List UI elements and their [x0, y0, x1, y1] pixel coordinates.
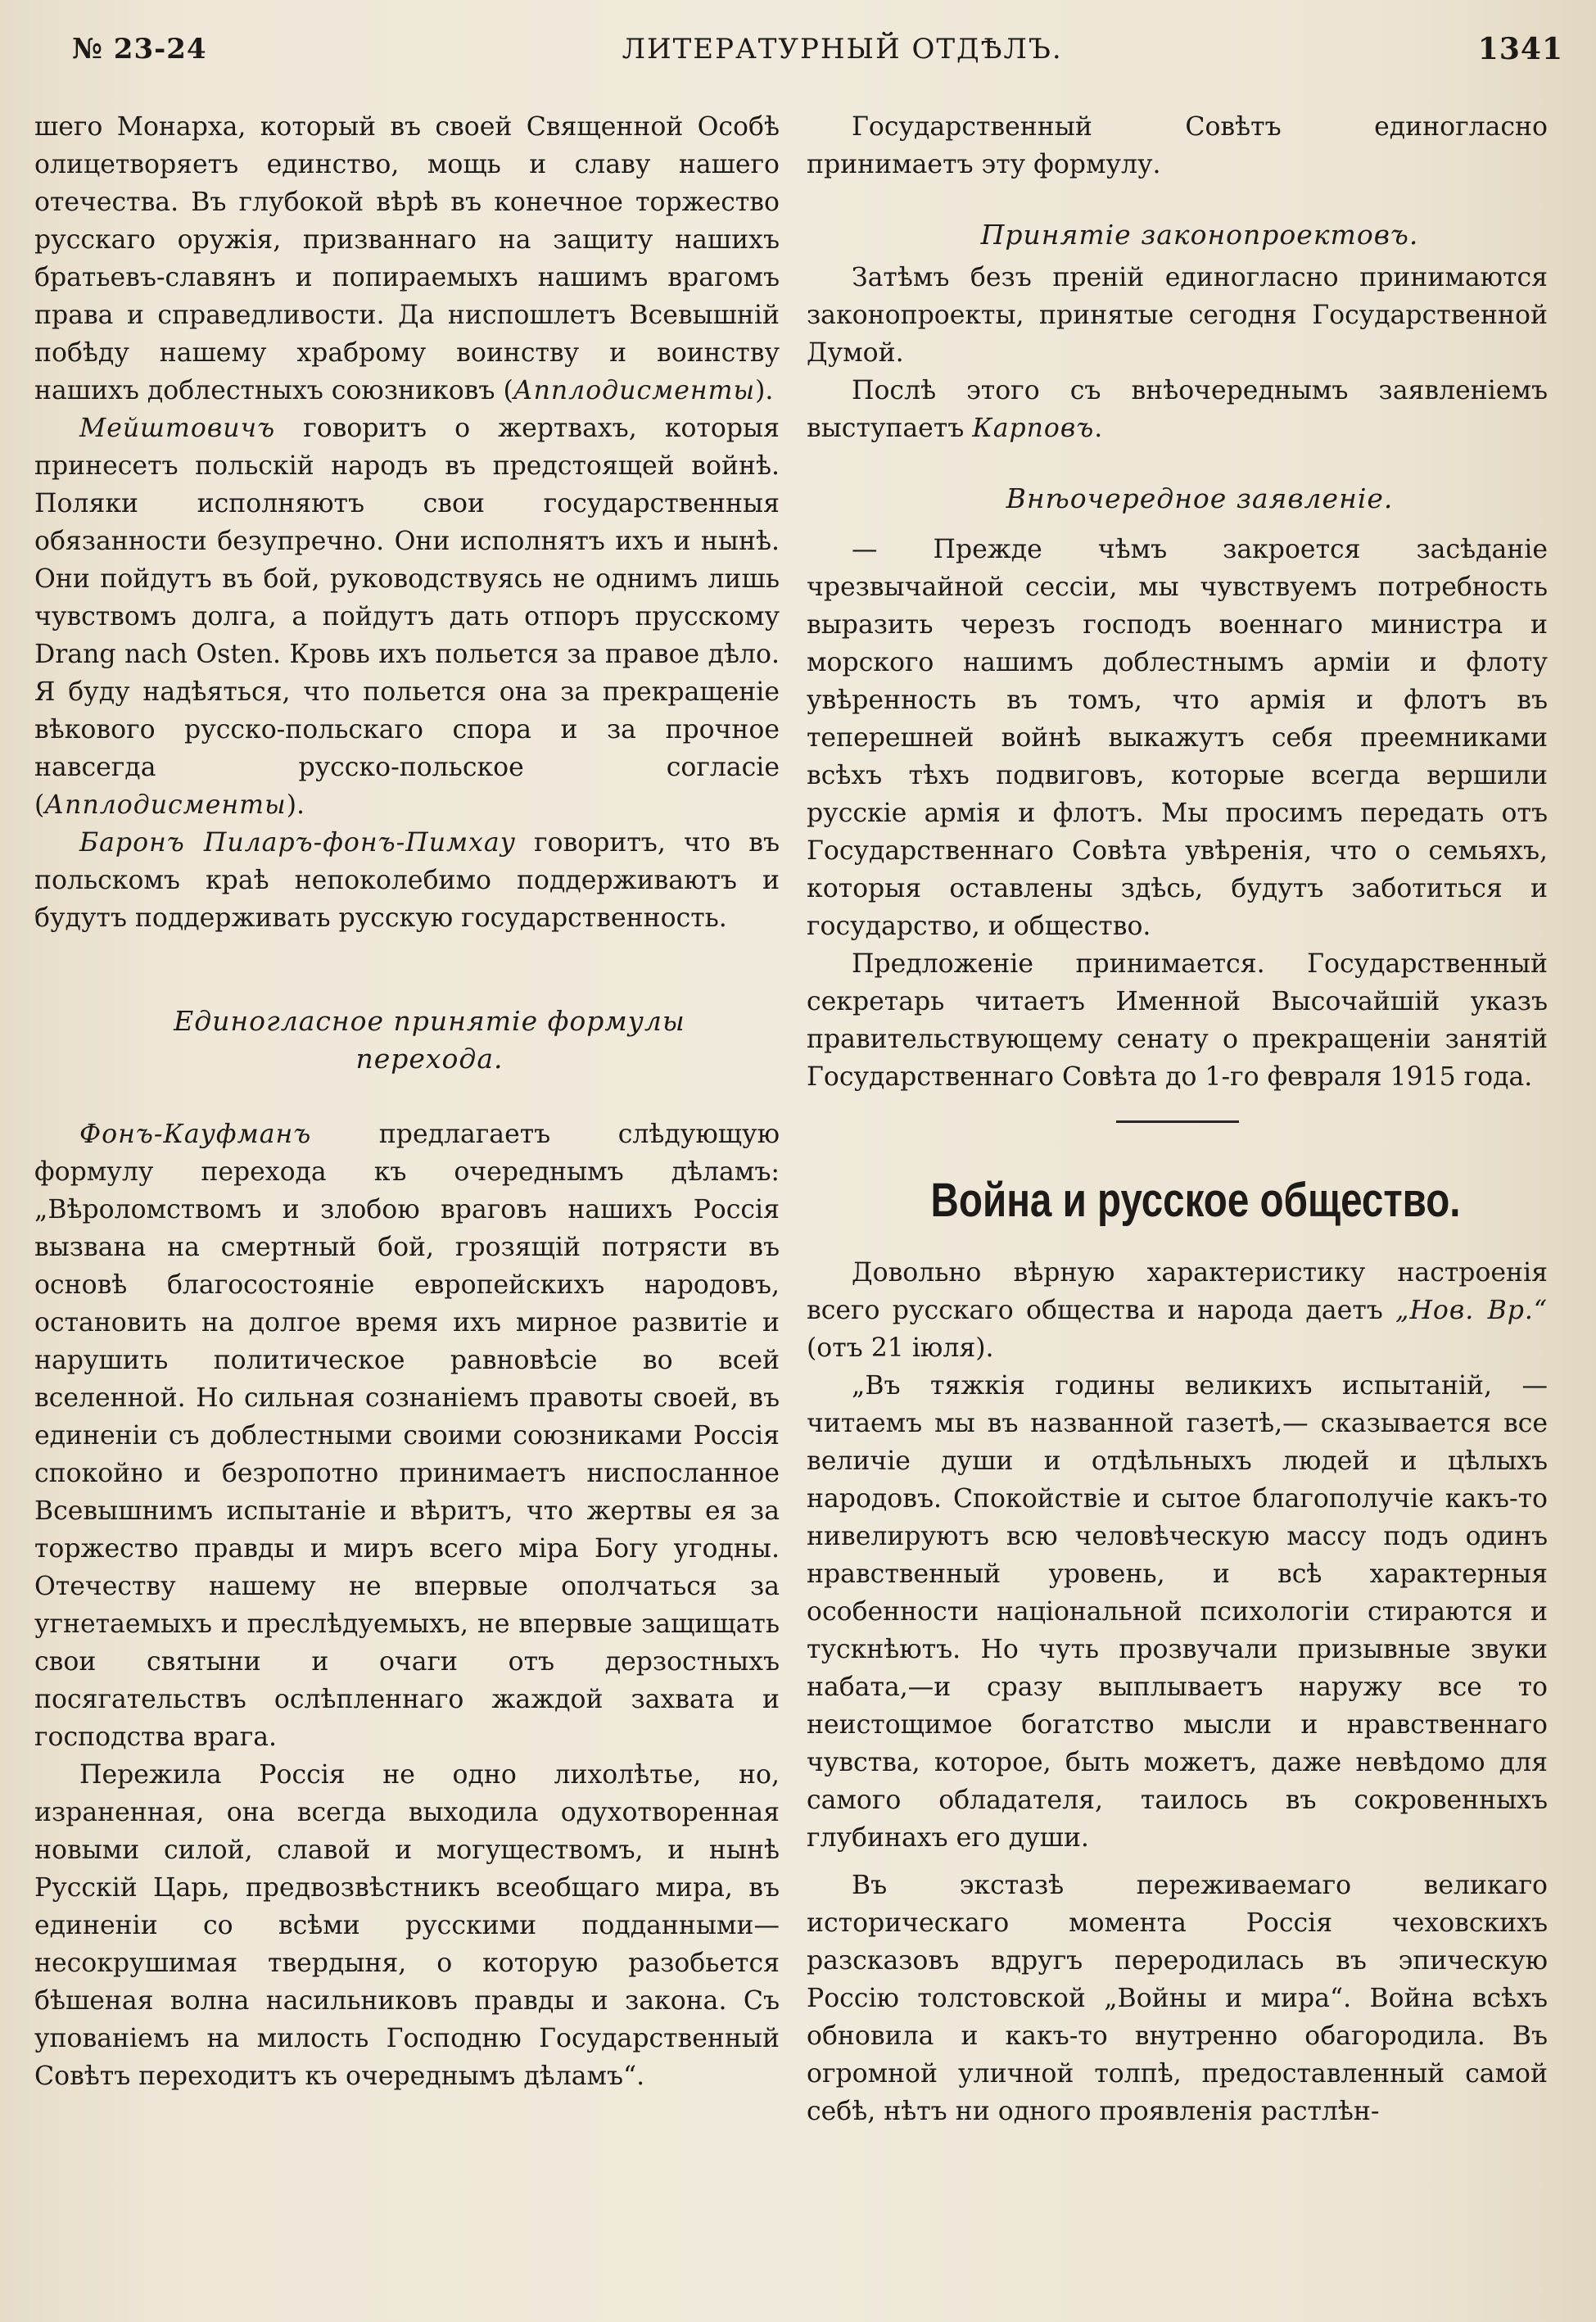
paragraph — [34, 108, 780, 410]
paragraph-text: . — [1094, 414, 1103, 443]
applause-note: Апплодисменты — [44, 790, 287, 820]
section-heading: Принятіе законопроектовъ. — [980, 219, 1419, 251]
section-heading: Внѣочередное заявленіе. — [1006, 482, 1394, 514]
speaker-name: Карповъ — [972, 414, 1095, 443]
paragraph: — Прежде чѣмъ закроется засѣданіе чрезвычайной сессіи, мы чувствуемъ потребность выразить черезъ господъ военнаго министра и морского нашимъ доблестнымъ арміи и флоту увѣренность въ томъ, что армія и флотъ въ теперешней войнѣ выкажутъ себя преемниками всѣхъ тѣхъ подвиговъ, которые всегда вершили русскіе армія и флотъ. Мы просимъ передать отъ Государственнаго Совѣта увѣренія, что о семьяхъ, которыя оставлены здѣсь, будутъ заботиться и государство, и общество. — [807, 535, 1548, 941]
paragraph-text: Довольно вѣрную характеристику настроенія всего русскаго общества и народа даетъ — [807, 1258, 1548, 1325]
section-heading: перехода. — [355, 1043, 504, 1075]
paragraph: Въ экстазѣ переживаемаго великаго историческаго момента Россія чеховскихъ разсказовъ вдругъ переродилась въ эпическую Россію толстовской „Войны и мира“. Война всѣхъ обновила и какъ-то внутренно обагородила. Въ огромной уличной толпѣ, предоставленный самой себѣ, нѣтъ ни одного проявленія растлѣн- — [807, 1871, 1548, 2126]
paragraph — [34, 824, 780, 937]
paragraph-text: Послѣ этого съ внѣочереднымъ заявленіемъ выступаетъ — [807, 376, 1548, 443]
paragraph-text: (отъ 21 іюля). — [807, 1333, 994, 1363]
speaker-name: Фонъ-Кауфманъ — [79, 1120, 312, 1149]
paragraph-text: шего Монарха, который въ своей Священной Особѣ олицетворяетъ единство, мощь и славу нашего отечества. Въ глубокой вѣрѣ въ конечное торжество русскаго оружія, призваннаго на защиту нашихъ братьевъ-славянъ и попираемыхъ нашимъ врагомъ права и справедливости. Да ниспошлетъ Всевышній побѣду нашему храброму воинству и воинству нашихъ доблестныхъ союзниковъ ( — [34, 112, 780, 405]
speaker-name: Мейштовичъ — [79, 414, 276, 443]
page-number: 1341 — [1477, 32, 1563, 66]
paragraph — [807, 372, 1548, 447]
paragraph: Предложеніе принимается. Государственный секретарь читаетъ Именной Высочайшій указъ правительствующему сенату о прекращеніи занятій Государственнаго Совѣта до 1-го февраля 1915 года. — [807, 949, 1548, 1092]
paragraph-text: говоритъ, что въ польскомъ краѣ непоколебимо поддерживаютъ и будутъ поддерживать русскую государственность. — [34, 828, 780, 933]
paragraph-text: предлагаетъ слѣдующую формулу перехода къ очереднымъ дѣламъ: „Вѣроломствомъ и злобою враговъ нашихъ Россія вызвана на смертный бой, грозящій потрясти въ основѣ благосостояніе европейскихъ народовъ, остановить на долгое время ихъ мирное развитіе и нарушить политическое равновѣсіе во всей вселенной. Но сильная сознаніемъ правоты своей, въ единеніи съ доблестными своими союзниками Россія спокойно и безропотно принимаетъ ниспосланное Всевышнимъ испытаніе и вѣритъ, что жертвы ея за торжество правды и миръ всего міра Богу угодны. Отечеству нашему не впервые ополчаться за угнетаемыхъ и преслѣдуемыхъ, не впервые защищать свои святыни и очаги отъ дерзостныхъ посягательствъ ослѣпленнаго жаждой захвата и господства врага. — [34, 1120, 780, 1752]
article-heading: Война и русское общество. — [930, 1174, 1461, 1227]
right-column — [807, 108, 1548, 2130]
paragraph — [807, 1254, 1548, 1367]
paragraph: Пережила Россія не одно лихолѣтье, но, израненная, она всегда выходила одухотворенная новыми силой, славой и могуществомъ, и нынѣ Русскій Царь, предвозвѣстникъ всеобщаго мира, въ единеніи со всѣми русскими подданными—несокрушимая твердыня, о которую разобьется бѣшеная волна насильниковъ правды и закона. Съ упованіемъ на милость Господню Государственный Совѣтъ переходитъ къ очереднымъ дѣламъ“. — [34, 1760, 780, 2091]
page-header — [72, 25, 1563, 74]
issue-number: № 23-24 — [72, 33, 207, 66]
applause-note: Апплодисменты — [513, 376, 756, 405]
paragraph-text: говоритъ о жертвахъ, которыя принесетъ польскій народъ въ предстоящей войнѣ. Поляки исполняютъ свои государственныя обязанности безупречно. Они исполнятъ ихъ и нынѣ. Они пойдутъ въ бой, руководствуясь не однимъ лишь чувствомъ долга, а пойдутъ дать отпоръ прусскому Drang nach Osten. Кровь ихъ польется за правое дѣло. Я буду надѣяться, что польется она за прекращеніе вѣкового русско-польскаго спора и за прочное навсегда русско-польское согласіе ( — [34, 414, 780, 820]
paragraph: Затѣмъ безъ преній единогласно принимаются законопроекты, принятые сегодня Государственной Думой. — [807, 263, 1548, 368]
section-heading: Единогласное принятіе формулы — [174, 1005, 685, 1037]
left-column — [34, 108, 780, 2095]
paragraph: Государственный Совѣтъ единогласно принимаетъ эту формулу. — [807, 112, 1548, 179]
paragraph-text: ). — [286, 790, 305, 820]
paragraph-text: ). — [755, 376, 774, 405]
paragraph — [34, 1116, 780, 1756]
paragraph — [34, 410, 780, 824]
source-name: „Нов. Вр.“ — [1395, 1296, 1548, 1325]
paragraph: „Въ тяжкія годины великихъ испытаній, — читаемъ мы въ названной газетѣ,— сказывается все величіе души и отдѣльныхъ людей и цѣлыхъ народовъ. Спокойствіе и сытое благополучіе какъ-то нивелируютъ всю человѣческую массу подъ одинъ нравственный уровень, и всѣ характерныя особенности національной психологіи стираются и тускнѣютъ. Но чуть прозвучали призывные звуки набата,—и сразу выплываетъ наружу все то неистощимое богатство мысли и нравственнаго чувства, которое, быть можетъ, даже невѣдомо для самого обладателя, таилось въ сокровенныхъ глубинахъ его души. — [807, 1371, 1548, 1853]
speaker-name: Баронъ Пиларъ-фонъ-Пимхау — [79, 828, 516, 858]
section-title: ЛИТЕРАТУРНЫЙ ОТДѢЛЪ. — [622, 33, 1063, 66]
